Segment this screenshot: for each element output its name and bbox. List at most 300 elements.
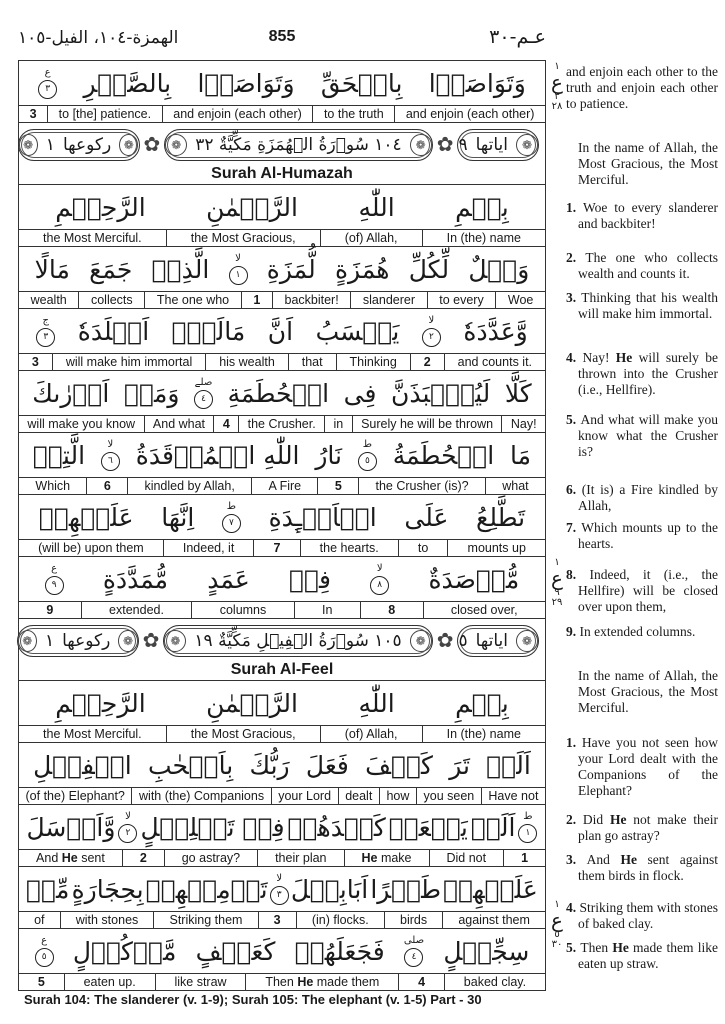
pause-sign: صلى: [403, 934, 425, 946]
gloss-cell: Nay!: [501, 416, 545, 432]
gloss-cell: Thinking: [336, 354, 410, 370]
arabic-word: لُّمَزَةِ: [266, 254, 316, 284]
verse-number-circle: ٣: [38, 80, 57, 99]
gloss-cell: Indeed, it: [163, 540, 254, 556]
gloss-cell: Striking them: [153, 912, 257, 928]
arabic-word: اَخۡلَدَهٗ: [77, 316, 150, 346]
arabic-word: رَبُّكَ: [249, 750, 290, 780]
gloss-cell: columns: [191, 602, 293, 618]
ornament-icon: ❁: [516, 630, 538, 652]
verse-end-marker: [370, 564, 389, 595]
arabic-word: لَيُنۡۢبَذَنَّ: [391, 378, 491, 408]
gloss-cell: (of) Allah,: [320, 230, 422, 246]
gloss-cell: 1: [503, 850, 545, 866]
arabic-word: الَّذِىۡ: [151, 254, 210, 284]
arabic-word: مُّمَدَّدَةٍ: [102, 564, 169, 594]
arabic-word: كَيۡفَ: [365, 750, 433, 780]
gloss-cell: with (the) Companions: [131, 788, 270, 804]
gloss-cell: the Crusher.: [238, 416, 324, 432]
arabic-word: تَرَ: [449, 750, 470, 780]
ruku-section-number: ٣: [554, 91, 560, 102]
pause-sign: لا: [276, 872, 283, 884]
verse-number-circle: ٨: [370, 576, 389, 595]
verse-translation: 3. And He sent against them birds in flock.: [566, 852, 718, 883]
ruku-count: ١: [44, 631, 55, 651]
arabic-word: يَجۡعَلۡ: [388, 812, 468, 842]
english-gloss-row: [19, 106, 545, 123]
verse-number-circle: ٤: [404, 948, 423, 967]
arabic-word: فِىۡ: [289, 564, 331, 594]
verse-number-circle: ٦: [101, 452, 120, 471]
arabic-word: وَّاَرۡسَلَ: [26, 812, 116, 842]
verse-end-marker: [118, 812, 137, 843]
gloss-cell: Which: [35, 479, 71, 493]
arabic-word: وَيۡلٌ: [468, 254, 530, 284]
arabic-word: فِى: [343, 378, 377, 408]
arabic-word: وَّعَدَّدَهٗ: [463, 316, 528, 346]
gloss-cell: how: [379, 788, 416, 804]
page-number: 855: [268, 28, 296, 45]
gloss-cell: And what: [144, 416, 214, 432]
page-header: [18, 28, 546, 54]
ruku-count: ١: [45, 135, 55, 155]
verse-translation: 1. Have you not seen how your Lord dealt with the Companions of the Elephant?: [566, 735, 718, 798]
gloss-cell: birds: [384, 912, 442, 928]
gloss-cell: in: [324, 416, 352, 432]
pause-sign: ج: [42, 314, 49, 326]
ornament-icon: ❁: [164, 630, 186, 652]
verse-translation: 5. Then He made them like eaten up straw.: [566, 940, 718, 971]
knot-ornament-icon: ✿: [143, 134, 161, 156]
pause-sign: لا: [376, 562, 383, 574]
gloss-cell: 6: [86, 478, 127, 494]
verse-number: 9.: [566, 624, 580, 639]
gloss-cell: 8: [360, 602, 423, 618]
gloss-cell: slanderer: [350, 292, 426, 308]
ornament-icon: ❁: [19, 134, 38, 156]
gloss-cell: like straw: [155, 974, 246, 990]
bold-pronoun: He: [297, 975, 314, 989]
arabic-row: [19, 557, 545, 602]
verse-end-marker: [229, 254, 248, 285]
arabic-row: [19, 371, 545, 416]
basmala-translation-2: In the name of Allah, the Most Gracious, the Most Merciful.: [578, 668, 718, 715]
verse-end-marker: [38, 68, 57, 99]
arabic-row: [19, 185, 545, 230]
arabic-word: كَلَّا: [504, 378, 532, 408]
gloss-cell: 7: [253, 540, 299, 556]
arabic-word: الرَّحِيۡمِ: [55, 688, 146, 718]
arabic-row: [19, 805, 545, 850]
arabic-word: الَّتِىۡ: [32, 440, 86, 470]
ruku-total-number: ٢٩: [551, 597, 563, 608]
arabic-word: طَيۡرًا: [370, 874, 441, 904]
ruku-ain-icon: ع: [551, 566, 563, 590]
gloss-cell: In: [294, 602, 360, 618]
translation-continuation: and enjoin each other to the truth and enjoin each other to patience.: [566, 64, 718, 111]
verse-number-circle: ٥: [35, 948, 54, 967]
verse-count-panel: [457, 129, 539, 161]
gloss-cell: In (the) name: [422, 726, 545, 742]
gloss-cell: The one who: [144, 292, 240, 308]
arabic-word: الۡاَفۡـِٕدَةِ: [268, 502, 377, 532]
part-name-arabic: عـم-٣٠: [489, 26, 546, 48]
verse-number: 3.: [566, 290, 582, 305]
gloss-cell: 3: [258, 912, 296, 928]
arabic-row: [19, 247, 545, 292]
english-gloss-row: [19, 540, 545, 557]
arabic-word: اللّٰهِ الۡمُوۡقَدَةُ: [135, 440, 300, 470]
verse-number: 2.: [566, 250, 586, 265]
gloss-cell: to the truth: [312, 106, 394, 122]
verse-count-label: اياتها: [475, 631, 508, 651]
gloss-cell: and enjoin (each other): [162, 106, 313, 122]
bold-pronoun: He: [61, 851, 78, 865]
arabic-word: الرَّحۡمٰنِ: [206, 688, 298, 718]
verse-number-circle: ٧: [222, 514, 241, 533]
arabic-word: وَتَوَاصَوۡا: [428, 68, 526, 98]
verse-number: 7.: [566, 520, 582, 535]
verse-end-marker: [36, 316, 55, 347]
arabic-word: جَمَعَ: [89, 254, 133, 284]
ornament-icon: ❁: [18, 630, 37, 652]
verse-end-marker: [194, 378, 213, 409]
arabic-word: سِجِّيۡلٍ: [443, 936, 530, 966]
gloss-cell: the hearts.: [300, 540, 398, 556]
pause-sign: ع: [51, 562, 58, 574]
english-gloss-row: [19, 850, 545, 867]
gloss-cell: And He sent: [36, 851, 105, 865]
english-gloss-row: [19, 354, 545, 371]
arabic-row: [19, 495, 545, 540]
verse-translation: 9. In extended columns.: [566, 624, 696, 639]
arabic-word: عَمَدٍ: [207, 564, 250, 594]
verse-translation: 4. Striking them with stones of baked clay.: [566, 900, 718, 931]
arabic-word: بِالۡحَقِّ: [320, 68, 403, 98]
verse-number: 3.: [566, 852, 587, 867]
gloss-cell: his wealth: [205, 354, 288, 370]
ruku-marker: [548, 62, 566, 112]
ruku-ain-icon: ع: [551, 908, 563, 932]
gloss-cell: 2: [410, 354, 444, 370]
verse-end-marker: [222, 502, 241, 533]
verse-number: 1.: [566, 200, 584, 215]
arabic-word: وَمَاۤ: [123, 378, 180, 408]
surah-name-english: Surah Al-Feel: [230, 661, 334, 678]
arabic-word: اَلَمۡ: [486, 750, 531, 780]
arabic-word: اِنَّهَا: [161, 502, 195, 532]
verse-end-marker: [358, 440, 377, 471]
ruku-section-number: ٥: [554, 929, 560, 940]
gloss-cell: He make: [344, 850, 429, 866]
gloss-cell: of: [34, 913, 45, 927]
ruku-section-number: ٩: [554, 587, 560, 598]
arabic-word: فَعَلَ: [305, 750, 349, 780]
page-footer: Surah 104: The slanderer (v. 1-9); Surah 105: The elephant (v. 1-5) Part - 30: [24, 992, 482, 1007]
gloss-cell: your Lord: [271, 788, 338, 804]
verse-translation: 4. Nay! He will surely be thrown into the Crusher (i.e., Hellfire).: [566, 350, 718, 397]
gloss-cell: (of) Allah,: [320, 726, 422, 742]
gloss-cell: 9: [46, 603, 54, 617]
surah-banner: [19, 123, 545, 165]
gloss-cell: 3: [29, 107, 37, 121]
bold-pronoun: He: [361, 851, 378, 865]
arabic-row: [19, 867, 545, 912]
verse-count-label: اياتها: [475, 135, 508, 155]
gloss-cell: 4: [213, 416, 238, 432]
surah-name-arabic: ١٠٥ سُوۡرَةُ الۡفِيۡلِ مَكِّيَّةٌ ١٩: [194, 631, 402, 651]
gloss-cell: will make him immortal: [52, 354, 205, 370]
gloss-cell: eaten up.: [64, 974, 155, 990]
english-gloss-row: [19, 602, 545, 619]
pause-sign: ع: [41, 934, 48, 946]
pause-sign: لا: [235, 252, 241, 264]
gloss-cell: to: [398, 540, 448, 556]
arabic-word: تَطَّلِعُ: [476, 502, 526, 532]
gloss-cell: what: [485, 478, 545, 494]
arabic-word: مَا: [510, 440, 532, 470]
gloss-cell: Woe: [495, 292, 545, 308]
surah-name-arabic: ١٠٤ سُوۡرَةُ الۡهُمَزَةِ مَكِّيَّةٌ ٣٢: [195, 135, 402, 155]
arabic-row: [19, 309, 545, 354]
english-gloss-row: [19, 478, 545, 495]
english-gloss-row: [19, 788, 545, 805]
arabic-word: اَنَّ: [267, 316, 294, 346]
english-gloss-row: [19, 912, 545, 929]
gloss-cell: you seen: [416, 788, 481, 804]
verse-number: 1.: [566, 735, 582, 750]
english-gloss-row: [19, 230, 545, 247]
gloss-cell: closed over,: [423, 602, 545, 618]
arabic-word: بِالصَّبۡرِ: [83, 68, 172, 98]
arabic-word: الرَّحۡمٰنِ: [206, 192, 298, 222]
verse-number-circle: ٤: [194, 390, 213, 409]
gloss-cell: and counts it.: [444, 354, 545, 370]
pause-sign: ط: [523, 810, 533, 822]
arabic-word: بِسۡمِ: [455, 192, 509, 222]
gloss-cell: backbiter!: [272, 292, 350, 308]
arabic-word: وَتَوَاصَوۡا: [197, 68, 295, 98]
arabic-word: الۡفِيۡلِ: [33, 750, 132, 780]
verse-translation: 6. (It is) a Fire kindled by Allah,: [566, 482, 718, 513]
ruku-count-label: ركوعها: [62, 135, 112, 155]
arabic-row: [19, 61, 545, 106]
verse-number: 5.: [566, 412, 581, 427]
verse-number-circle: ١: [518, 824, 537, 843]
ruku-count-label: ركوعها: [62, 631, 111, 651]
verse-number: 2.: [566, 812, 583, 827]
gloss-cell: 5: [317, 478, 358, 494]
verse-number: 8.: [566, 567, 590, 582]
gloss-cell: will make you know: [27, 417, 136, 431]
verse-number-circle: ٣: [270, 886, 289, 905]
gloss-cell: Have not: [481, 788, 545, 804]
ruku-count-panel: [17, 625, 139, 657]
english-gloss-row: [19, 416, 545, 433]
arabic-word: عَلَيۡهِمۡ: [38, 502, 134, 532]
english-gloss-row: [19, 726, 545, 743]
gloss-cell: against them: [442, 912, 545, 928]
gloss-cell: 3: [31, 355, 39, 369]
bold-pronoun: He: [609, 812, 627, 827]
word-by-word-table: [18, 60, 546, 991]
arabic-word: يَحۡسَبُ: [315, 316, 400, 346]
ruku-number: ١: [554, 61, 560, 72]
verse-number-circle: ٥: [358, 452, 377, 471]
arabic-word: الۡحُطَمَةُ: [392, 440, 495, 470]
arabic-word: تَرۡمِيۡهِمۡ: [145, 874, 268, 904]
verse-translation: 7. Which mounts up to the hearts.: [566, 520, 719, 551]
ruku-ain-icon: ع: [551, 70, 563, 94]
arabic-word: عَلَيۡهِمۡ: [443, 874, 538, 904]
verse-number: 6.: [566, 482, 582, 497]
surah-header: [19, 123, 545, 185]
english-gloss-row: [19, 292, 545, 309]
knot-ornament-icon: ✿: [436, 134, 454, 156]
knot-ornament-icon: ✿: [436, 630, 454, 652]
verse-translation: 2. Did He not make their plan go astray?: [566, 812, 718, 843]
verse-count: ٩: [458, 135, 468, 155]
gloss-cell: the Crusher (is)?: [358, 478, 485, 494]
ruku-number: ١: [554, 557, 560, 568]
arabic-word: فِىۡ تَضۡلِيۡلٍ: [140, 812, 285, 842]
arabic-word: بِاَصۡحٰبِ: [147, 750, 234, 780]
verse-end-marker: [35, 936, 54, 967]
verse-end-marker: [45, 564, 64, 595]
basmala-translation-1: In the name of Allah, the Most Gracious, the Most Merciful.: [578, 140, 718, 187]
arabic-word: كَيۡدَهُمۡ: [287, 812, 386, 842]
gloss-cell: 2: [122, 850, 164, 866]
surah-banner: [19, 619, 545, 661]
gloss-cell: mounts up: [447, 540, 545, 556]
gloss-cell: go astray?: [164, 850, 257, 866]
ruku-marker: [548, 900, 566, 950]
gloss-cell: with stones: [60, 912, 154, 928]
verse-number: 4.: [566, 900, 580, 915]
verse-translation: 3. Thinking that his wealth will make him immortal.: [566, 290, 719, 321]
ornament-icon: ❁: [119, 134, 138, 156]
arabic-word: اَبَابِيۡلَ: [290, 874, 369, 904]
gloss-cell: (will be) upon them: [38, 541, 144, 555]
gloss-cell: Then He made them: [245, 974, 398, 990]
arabic-row: [19, 681, 545, 726]
arabic-word: مَّاۡكُوۡلٍ: [72, 936, 177, 966]
pause-sign: لا: [125, 810, 131, 822]
ornament-icon: ❁: [118, 630, 137, 652]
english-gloss-row: [19, 974, 545, 990]
ruku-total-number: ٢٨: [551, 101, 563, 112]
verse-number-circle: ٢: [118, 824, 137, 843]
pause-sign: صلے: [194, 376, 213, 388]
gloss-cell: collects: [78, 292, 144, 308]
gloss-cell: the Most Gracious,: [166, 726, 320, 742]
bold-pronoun: He: [620, 852, 637, 867]
arabic-word: مَالًا: [34, 254, 70, 284]
surah-names-arabic: الهمزة-١٠٤، الفيل-١٠٥: [18, 28, 179, 48]
ruku-count-panel: [18, 129, 140, 161]
gloss-cell: 4: [398, 974, 444, 990]
ornament-icon: ❁: [410, 630, 432, 652]
verse-number-circle: ٢: [422, 328, 441, 347]
arabic-word: الۡحُطَمَةِ: [227, 378, 330, 408]
pause-sign: ط: [362, 438, 372, 450]
arabic-word: اَلَمۡ: [470, 812, 516, 842]
pause-sign: لا: [428, 314, 435, 326]
arabic-word: فَجَعَلَهُمۡ: [294, 936, 385, 966]
gloss-cell: Surely he will be thrown: [352, 416, 502, 432]
gloss-cell: Did not: [429, 850, 504, 866]
arabic-row: [19, 929, 545, 974]
ornament-icon: ❁: [516, 134, 538, 156]
verse-number: 5.: [566, 940, 581, 955]
verse-count: ٥: [458, 631, 468, 651]
verse-number-circle: ١: [229, 266, 248, 285]
knot-ornament-icon: ✿: [142, 630, 160, 652]
pause-sign: ط: [226, 500, 237, 512]
verse-number: 4.: [566, 350, 583, 365]
verse-end-marker: [101, 440, 120, 471]
gloss-cell: and enjoin (each other): [394, 106, 545, 122]
verse-count-panel: [457, 625, 539, 657]
arabic-word: لِّكُلِّ: [408, 254, 450, 284]
ornament-icon: ❁: [410, 134, 432, 156]
verse-translation: 1. Woe to every slanderer and backbiter!: [566, 200, 719, 231]
verse-end-marker: [404, 936, 424, 967]
surah-name-panel: [164, 129, 432, 161]
gloss-cell: 5: [37, 975, 45, 989]
gloss-cell: In (the) name: [422, 230, 545, 246]
arabic-word: كَعَصۡفٍ: [195, 936, 276, 966]
arabic-word: عَلَى: [404, 502, 449, 532]
arabic-word: مِّنۡ: [26, 874, 70, 904]
arabic-word: اللّٰهِ: [358, 192, 395, 222]
verse-number-circle: ٣: [36, 328, 55, 347]
gloss-cell: (in) flocks.: [296, 912, 384, 928]
arabic-word: هُمَزَةٍ: [334, 254, 390, 284]
arabic-word: مُّؤۡصَدَةٌ: [428, 564, 520, 594]
arabic-word: بِسۡمِ: [455, 688, 509, 718]
gloss-cell: dealt: [338, 788, 379, 804]
bold-pronoun: He: [612, 940, 629, 955]
gloss-cell: their plan: [257, 850, 343, 866]
gloss-cell: to every: [427, 292, 496, 308]
ruku-total-number: ٣٠: [551, 939, 563, 950]
verse-end-marker: [270, 874, 289, 905]
gloss-cell: to [the] patience.: [47, 106, 162, 122]
pause-sign: ع: [44, 66, 51, 78]
gloss-cell: extended.: [81, 602, 192, 618]
arabic-row: [19, 433, 545, 478]
arabic-word: اَدۡرٰىكَ: [32, 378, 110, 408]
verse-translation: 8. Indeed, it (i.e., the Hellfire) will be closed over upon them,: [566, 567, 719, 614]
verse-translation: 2. The one who collects wealth and counts it.: [566, 250, 719, 281]
verse-translation: 5. And what will make you know what the Crusher is?: [566, 412, 719, 459]
gloss-cell: the Most Gracious,: [166, 230, 320, 246]
verse-end-marker: [422, 316, 441, 347]
arabic-word: الرَّحِيۡمِ: [55, 192, 146, 222]
gloss-cell: baked clay.: [444, 974, 545, 990]
arabic-row: [19, 743, 545, 788]
gloss-cell: (of the) Elephant?: [25, 789, 125, 803]
gloss-cell: the Most Merciful.: [43, 727, 142, 741]
verse-end-marker: [518, 812, 537, 843]
surah-name-english: Surah Al-Humazah: [211, 165, 353, 182]
verse-number-circle: ٩: [45, 576, 64, 595]
gloss-cell: A Fire: [251, 478, 317, 494]
arabic-word: نَارُ: [315, 440, 343, 470]
ruku-marker: [548, 558, 566, 608]
arabic-word: اللّٰهِ: [358, 688, 395, 718]
